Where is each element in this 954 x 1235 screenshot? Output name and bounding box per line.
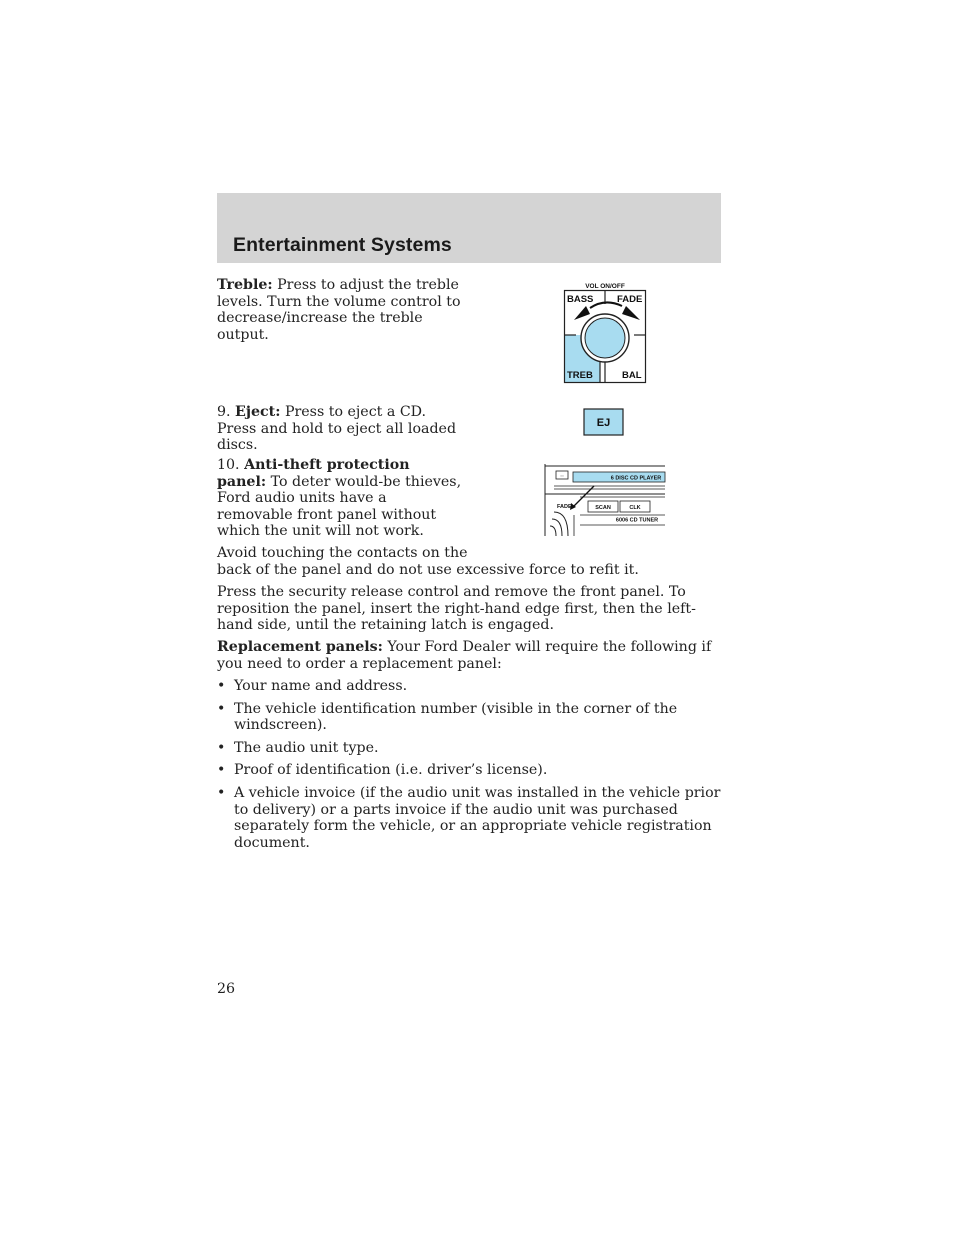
front-panel-diagram <box>544 464 666 536</box>
list-item: • Your name and address. <box>217 678 722 695</box>
treble-paragraph <box>217 277 467 343</box>
cd-tuner-label: 6006 CD TUNER <box>615 517 659 524</box>
cd-display-label: 6 DISC CD PLAYER <box>610 475 662 482</box>
list-item: • A vehicle invoice (if the audio unit was installed in the vehicle prior to delivery) or a parts invoice if the audio unit was purchased separately form the vehicle, or an appropriate vehicle registration document. <box>217 785 722 851</box>
vol-on-off-label: VOL ON/OFF <box>585 283 625 290</box>
small-panel-button-label: ◦◦ <box>560 473 564 480</box>
eject-button-diagram <box>583 408 625 436</box>
replacement-text: Your Ford Dealer will require the following if you need to order a replacement panel: <box>217 639 712 672</box>
treble-knob-diagram <box>562 280 648 384</box>
requirements-list <box>217 678 722 857</box>
bal-label: BAL <box>622 370 642 381</box>
section-header <box>217 193 721 263</box>
clk-button-label: CLK <box>629 505 641 511</box>
treble-text: Press to adjust the treble levels. Turn the volume control to decrease/increase the treble output. <box>217 277 461 343</box>
list-item: • The vehicle identification number (visible in the corner of the windscreen). <box>217 701 722 734</box>
bass-label: BASS <box>567 294 594 305</box>
treble-label: Treble: <box>217 277 273 293</box>
fade-label: FADE <box>617 294 643 305</box>
fade-panel-label: FADE <box>557 504 572 510</box>
list-item: • Proof of identification (i.e. driver’s license). <box>217 762 722 779</box>
antitheft-paragraph <box>217 457 462 540</box>
replacement-paragraph <box>217 639 722 672</box>
arrow-right-icon <box>622 306 640 320</box>
replacement-label: Replacement panels: <box>217 639 383 655</box>
list-item: • The audio unit type. <box>217 740 722 757</box>
eject-button-label: EJ <box>596 417 611 429</box>
treb-label: TREB <box>567 370 593 381</box>
eject-paragraph <box>217 404 467 454</box>
volume-knob-inner <box>585 318 625 358</box>
scan-button-label: SCAN <box>595 505 611 511</box>
release-paragraph: Press the security release control and remove the front panel. To reposition the panel, insert the right-hand edge first, then the left-hand side, until the retaining latch is engaged. <box>217 584 696 634</box>
eject-text: Press to eject a CD. Press and hold to eject all loaded discs. <box>217 404 457 454</box>
antitheft-text: To deter would-be thieves, Ford audio units have a removable front panel without which the unit will not work. <box>217 473 462 540</box>
arrow-left-icon <box>574 306 590 320</box>
antitheft-continued <box>217 545 722 578</box>
eject-number: 9. <box>217 404 236 420</box>
antitheft-continued-line2: back of the panel and do not use excessive force to refit it. <box>217 561 639 578</box>
antitheft-label: Anti-theft protection panel: <box>217 457 410 490</box>
section-title: Entertainment Systems <box>233 234 452 256</box>
antitheft-number: 10. <box>217 457 245 473</box>
page-number: 26 <box>217 981 236 997</box>
antitheft-continued-line1: Avoid touching the contacts on the <box>217 545 468 561</box>
eject-label: Eject: <box>235 404 281 420</box>
